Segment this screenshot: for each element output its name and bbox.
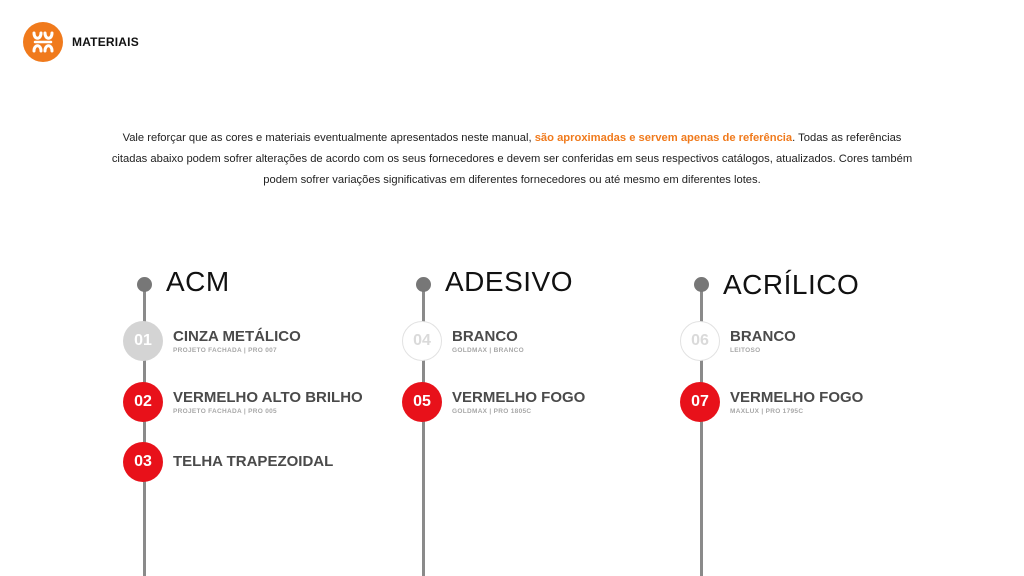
item-reference: LEITOSO (730, 346, 761, 354)
material-column-adesivo (413, 0, 682, 576)
material-item (123, 382, 363, 422)
column-title: ACRÍLICO (723, 269, 860, 300)
header (23, 22, 139, 62)
item-name: CINZA METÁLICO (173, 327, 301, 345)
brand-logo-icon (23, 22, 63, 62)
item-reference: PROJETO FACHADA | PRO 007 (173, 346, 277, 354)
material-item (402, 382, 585, 422)
item-number-badge: 03 (123, 442, 163, 482)
column-title: ACM (166, 266, 230, 297)
timeline-head-dot (416, 277, 431, 292)
material-item (123, 442, 333, 482)
item-reference: MAXLUX | PRO 1795C (730, 407, 804, 415)
item-number-badge: 07 (680, 382, 720, 422)
item-name: BRANCO (452, 327, 518, 345)
item-name: VERMELHO FOGO (730, 388, 864, 406)
material-column-acm (134, 0, 403, 576)
timeline-head-dot (137, 277, 152, 292)
item-number-badge: 04 (402, 321, 442, 361)
item-reference: GOLDMAX | BRANCO (452, 346, 524, 354)
item-name: BRANCO (730, 327, 796, 345)
column-title: ADESIVO (445, 266, 573, 297)
material-item (680, 321, 796, 361)
item-number-badge: 01 (123, 321, 163, 361)
item-number-badge: 06 (680, 321, 720, 361)
material-item (402, 321, 524, 361)
intro-text-part2: . Todas as referências citadas abaixo podem sofrer alterações de acordo com os seus fornecedores e devem ser conferidas em seus respectivos catálogos, atualizados. Cores também podem sofrer variações significativas em diferentes fornecedores ou até mesmo em diferentes lotes. (111, 132, 913, 186)
item-name: TELHA TRAPEZOIDAL (173, 453, 334, 470)
timeline-head-dot (694, 277, 709, 292)
intro-text-part1: Vale reforçar que as cores e materiais eventualmente apresentados neste manual, (122, 132, 535, 144)
material-item (123, 321, 301, 361)
item-reference: GOLDMAX | PRO 1805C (452, 407, 532, 415)
page-title: MATERIAIS (72, 35, 139, 49)
item-name: VERMELHO FOGO (452, 388, 586, 406)
item-number-badge: 05 (402, 382, 442, 422)
item-name: VERMELHO ALTO BRILHO (173, 388, 363, 406)
item-number-badge: 02 (123, 382, 163, 422)
material-column-acrilico (691, 0, 960, 576)
material-item (680, 382, 863, 422)
item-reference: PROJETO FACHADA | PRO 005 (173, 407, 277, 415)
intro-highlight: são aproximadas e servem apenas de referência (534, 132, 793, 144)
